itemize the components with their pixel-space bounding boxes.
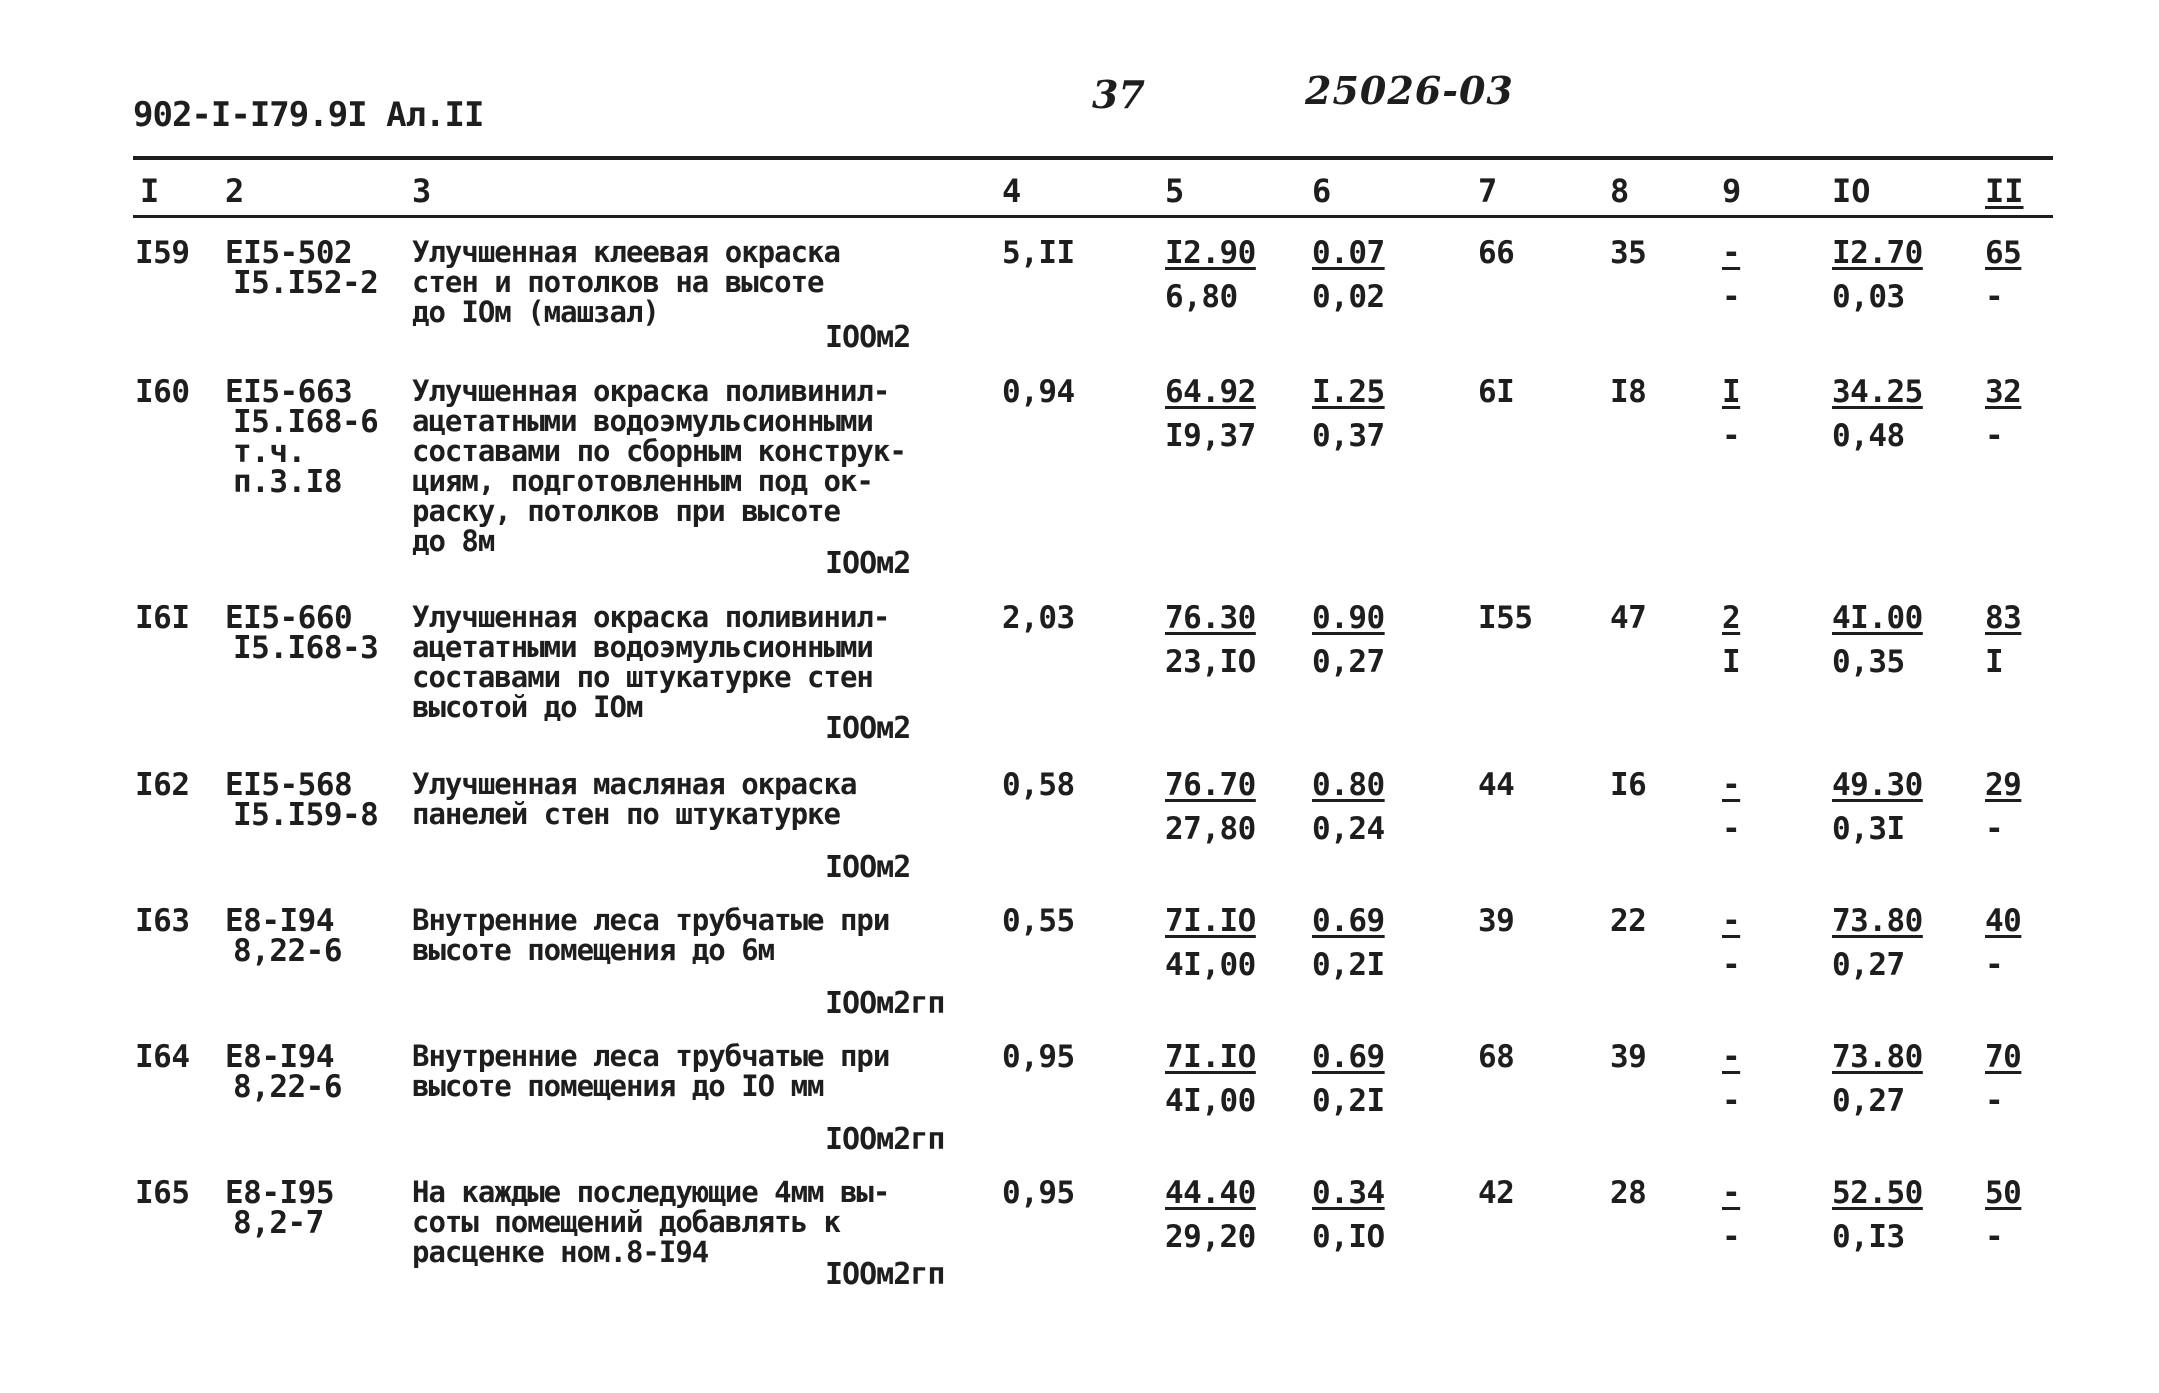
col8-value: I8 bbox=[1610, 374, 1647, 410]
machine-cost: 0.69 bbox=[1312, 1039, 1385, 1075]
row-code: EI5-660 bbox=[225, 600, 353, 636]
quantity: 0,55 bbox=[1002, 903, 1075, 939]
machine-wages: 0,24 bbox=[1312, 811, 1385, 847]
col11-top: 29 bbox=[1985, 767, 2022, 803]
cost-wages: 6,80 bbox=[1165, 279, 1238, 315]
row-description: до IOм (машзал) bbox=[412, 295, 659, 329]
col8-value: I6 bbox=[1610, 767, 1647, 803]
row-description: Улучшенная клеевая окраска bbox=[412, 235, 840, 269]
row-code: E8-I94 bbox=[225, 1039, 334, 1075]
col11-top: 40 bbox=[1985, 903, 2022, 939]
col10-top: 73.80 bbox=[1832, 903, 1923, 939]
row-code: I5.I52-2 bbox=[233, 265, 379, 301]
machine-wages: 0,2I bbox=[1312, 1083, 1385, 1119]
col9-top: - bbox=[1722, 1039, 1741, 1075]
row-description: высоте помещения до 6м bbox=[412, 933, 775, 967]
machine-cost: 0.34 bbox=[1312, 1175, 1385, 1211]
col11-bottom: - bbox=[1985, 1083, 2004, 1119]
col10-top: 34.25 bbox=[1832, 374, 1923, 410]
row-description: Улучшенная окраска поливинил- bbox=[412, 374, 890, 408]
row-unit: IOOм2 bbox=[825, 320, 911, 355]
col10-bottom: 0,3I bbox=[1832, 811, 1905, 847]
row-code: EI5-502 bbox=[225, 235, 353, 271]
row-unit: IOOм2 bbox=[825, 546, 911, 581]
col8-value: 39 bbox=[1610, 1039, 1647, 1075]
col10-top: 52.50 bbox=[1832, 1175, 1923, 1211]
col9-bottom: - bbox=[1722, 1219, 1741, 1255]
column-header: 4 bbox=[1002, 172, 1022, 210]
machine-cost: 0.69 bbox=[1312, 903, 1385, 939]
cost-total: 7I.IO bbox=[1165, 1039, 1256, 1075]
cost-wages: 4I,00 bbox=[1165, 947, 1256, 983]
quantity: 5,II bbox=[1002, 235, 1075, 271]
col10-top: 49.30 bbox=[1832, 767, 1923, 803]
column-header: 5 bbox=[1165, 172, 1185, 210]
col9-bottom: - bbox=[1722, 418, 1741, 454]
machine-cost: 0.80 bbox=[1312, 767, 1385, 803]
col7-value: 68 bbox=[1478, 1039, 1515, 1075]
col10-bottom: 0,27 bbox=[1832, 947, 1905, 983]
col10-bottom: 0,03 bbox=[1832, 279, 1905, 315]
col10-top: I2.70 bbox=[1832, 235, 1923, 271]
col11-top: 70 bbox=[1985, 1039, 2022, 1075]
col11-top: 83 bbox=[1985, 600, 2022, 636]
row-description: ацетатными водоэмульсионными bbox=[412, 630, 873, 664]
row-code: I5.I59-8 bbox=[233, 797, 379, 833]
machine-wages: 0,37 bbox=[1312, 418, 1385, 454]
col11-bottom: - bbox=[1985, 418, 2004, 454]
col9-bottom: I bbox=[1722, 644, 1741, 680]
col8-value: 35 bbox=[1610, 235, 1647, 271]
quantity: 0,95 bbox=[1002, 1175, 1075, 1211]
row-unit: IOOм2 bbox=[825, 850, 911, 885]
machine-wages: 0,27 bbox=[1312, 644, 1385, 680]
row-number: I65 bbox=[135, 1175, 190, 1211]
row-description: высоте помещения до IO мм bbox=[412, 1069, 824, 1103]
col10-top: 4I.00 bbox=[1832, 600, 1923, 636]
quantity: 0,58 bbox=[1002, 767, 1075, 803]
col9-top: 2 bbox=[1722, 600, 1741, 636]
column-header: 6 bbox=[1312, 172, 1332, 210]
col10-bottom: 0,48 bbox=[1832, 418, 1905, 454]
machine-wages: 0,IO bbox=[1312, 1219, 1385, 1255]
row-description: Улучшенная окраска поливинил- bbox=[412, 600, 890, 634]
machine-cost: 0.90 bbox=[1312, 600, 1385, 636]
cost-total: 64.92 bbox=[1165, 374, 1256, 410]
column-header: 8 bbox=[1610, 172, 1630, 210]
cost-total: 76.70 bbox=[1165, 767, 1256, 803]
col8-value: 47 bbox=[1610, 600, 1647, 636]
column-header: II bbox=[1985, 172, 2024, 210]
header-bottom-rule bbox=[133, 215, 2053, 218]
col7-value: 39 bbox=[1478, 903, 1515, 939]
machine-cost: 0.07 bbox=[1312, 235, 1385, 271]
column-header: I bbox=[140, 172, 160, 210]
col9-top: - bbox=[1722, 903, 1741, 939]
row-code: 8,22-6 bbox=[233, 1069, 342, 1105]
cost-total: 44.40 bbox=[1165, 1175, 1256, 1211]
row-description: циям, подготовленным под ок- bbox=[412, 464, 873, 498]
table-top-rule bbox=[133, 156, 2053, 160]
row-unit: IOOм2гп bbox=[825, 1122, 945, 1157]
row-description: Внутренние леса трубчатые при bbox=[412, 1039, 890, 1073]
row-unit: IOOм2 bbox=[825, 711, 911, 746]
page-number: 37 bbox=[1092, 72, 1145, 117]
column-header: 2 bbox=[225, 172, 245, 210]
row-description: Внутренние леса трубчатые при bbox=[412, 903, 890, 937]
col7-value: 66 bbox=[1478, 235, 1515, 271]
row-description: Улучшенная масляная окраска bbox=[412, 767, 857, 801]
col9-top: I bbox=[1722, 374, 1741, 410]
col9-bottom: - bbox=[1722, 279, 1741, 315]
quantity: 0,95 bbox=[1002, 1039, 1075, 1075]
row-description: составами по сборным конструк- bbox=[412, 434, 906, 468]
col11-top: 65 bbox=[1985, 235, 2022, 271]
col9-top: - bbox=[1722, 235, 1741, 271]
cost-wages: 27,80 bbox=[1165, 811, 1256, 847]
cost-wages: 4I,00 bbox=[1165, 1083, 1256, 1119]
column-header: IO bbox=[1832, 172, 1871, 210]
row-number: I63 bbox=[135, 903, 190, 939]
cost-wages: I9,37 bbox=[1165, 418, 1256, 454]
col11-bottom: - bbox=[1985, 811, 2004, 847]
col10-bottom: 0,35 bbox=[1832, 644, 1905, 680]
col7-value: 6I bbox=[1478, 374, 1515, 410]
row-description: соты помещений добавлять к bbox=[412, 1205, 840, 1239]
column-header: 7 bbox=[1478, 172, 1498, 210]
col7-value: 42 bbox=[1478, 1175, 1515, 1211]
col9-bottom: - bbox=[1722, 811, 1741, 847]
row-code: EI5-663 bbox=[225, 374, 353, 410]
row-description: раску, потолков при высоте bbox=[412, 494, 840, 528]
col10-top: 73.80 bbox=[1832, 1039, 1923, 1075]
col11-bottom: - bbox=[1985, 279, 2004, 315]
col11-bottom: - bbox=[1985, 947, 2004, 983]
row-number: I59 bbox=[135, 235, 190, 271]
cost-total: 7I.IO bbox=[1165, 903, 1256, 939]
col10-bottom: 0,I3 bbox=[1832, 1219, 1905, 1255]
cost-total: 76.30 bbox=[1165, 600, 1256, 636]
col9-bottom: - bbox=[1722, 1083, 1741, 1119]
quantity: 0,94 bbox=[1002, 374, 1075, 410]
row-code: 8,22-6 bbox=[233, 933, 342, 969]
col11-bottom: - bbox=[1985, 1219, 2004, 1255]
col11-bottom: I bbox=[1985, 644, 2004, 680]
column-header: 3 bbox=[412, 172, 432, 210]
col11-top: 50 bbox=[1985, 1175, 2022, 1211]
col9-bottom: - bbox=[1722, 947, 1741, 983]
machine-wages: 0,2I bbox=[1312, 947, 1385, 983]
col10-bottom: 0,27 bbox=[1832, 1083, 1905, 1119]
row-number: I60 bbox=[135, 374, 190, 410]
machine-wages: 0,02 bbox=[1312, 279, 1385, 315]
row-code: 8,2-7 bbox=[233, 1205, 324, 1241]
document-code: 902-I-I79.9I Ал.II bbox=[133, 95, 484, 135]
col11-top: 32 bbox=[1985, 374, 2022, 410]
machine-cost: I.25 bbox=[1312, 374, 1385, 410]
row-description: На каждые последующие 4мм вы- bbox=[412, 1175, 890, 1209]
col8-value: 28 bbox=[1610, 1175, 1647, 1211]
row-description: высотой до IOм bbox=[412, 690, 643, 724]
row-code: I5.I68-3 bbox=[233, 630, 379, 666]
row-code: I5.I68-6 bbox=[233, 404, 379, 440]
row-description: панелей стен по штукатурке bbox=[412, 797, 840, 831]
row-code: E8-I94 bbox=[225, 903, 334, 939]
row-code: п.3.I8 bbox=[233, 464, 342, 500]
row-description: составами по штукатурке стен bbox=[412, 660, 873, 694]
row-number: I6I bbox=[135, 600, 190, 636]
row-unit: IOOм2гп bbox=[825, 1257, 945, 1292]
row-code: EI5-568 bbox=[225, 767, 353, 803]
col9-top: - bbox=[1722, 1175, 1741, 1211]
col8-value: 22 bbox=[1610, 903, 1647, 939]
document-number: 25026-03 bbox=[1305, 68, 1514, 113]
col9-top: - bbox=[1722, 767, 1741, 803]
cost-wages: 23,IO bbox=[1165, 644, 1256, 680]
col7-value: 44 bbox=[1478, 767, 1515, 803]
row-number: I62 bbox=[135, 767, 190, 803]
quantity: 2,03 bbox=[1002, 600, 1075, 636]
cost-wages: 29,20 bbox=[1165, 1219, 1256, 1255]
row-code: E8-I95 bbox=[225, 1175, 334, 1211]
row-description: расценке ном.8-I94 bbox=[412, 1235, 709, 1269]
row-description: ацетатными водоэмульсионными bbox=[412, 404, 873, 438]
col7-value: I55 bbox=[1478, 600, 1533, 636]
cost-total: I2.90 bbox=[1165, 235, 1256, 271]
row-code: т.ч. bbox=[233, 434, 306, 470]
column-header: 9 bbox=[1722, 172, 1742, 210]
row-number: I64 bbox=[135, 1039, 190, 1075]
row-description: стен и потолков на высоте bbox=[412, 265, 824, 299]
row-description: до 8м bbox=[412, 524, 495, 558]
row-unit: IOOм2гп bbox=[825, 986, 945, 1021]
